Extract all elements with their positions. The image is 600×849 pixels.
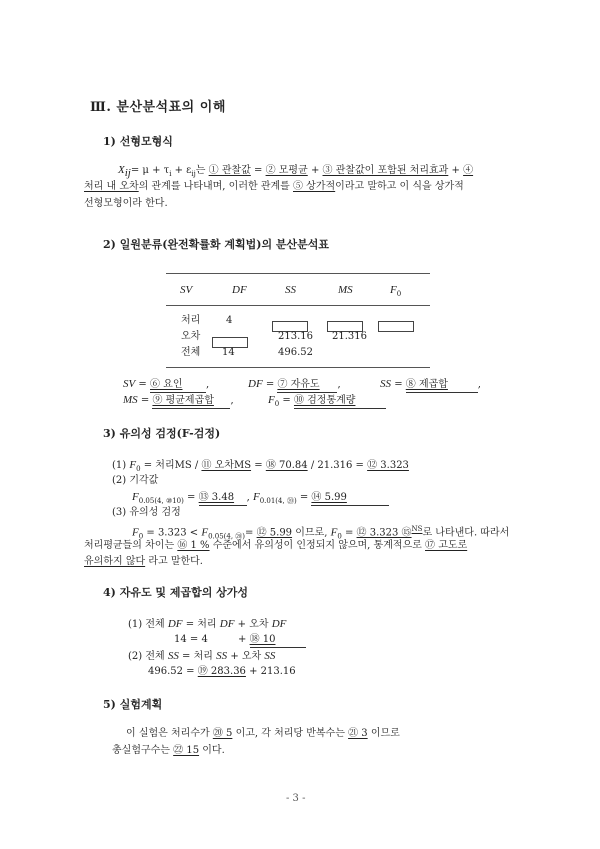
def-f: $F_0$ = ⑩ 검정통계량 [268,393,386,411]
s3-p2: (2) 기각값 [112,475,159,486]
s3-line2: 처리평균들의 차이는 ⑯ 1 % 수준에서 유의성이 인정되지 않으며, 통계적으로 ⑰ 고도로 [84,540,468,551]
s3-line3: 유의하지 않다 라고 말한다. [84,556,203,567]
s1-line3: 선형모형이라 한다. [84,198,168,209]
s3-line1: $F_0 = 3.323 < F_{0.05(4, ⑳)}=$ ⑫ 5.99 이므로, $F_0$ = ⑫ 3.323 ⑮$^{NS}$로 나타낸다. 따라서 [132,525,510,541]
row-ss: 496.52 [278,347,313,358]
th-sv: SV [180,284,193,296]
s3-critical: $F_{0.05(4, ⑩10)}$ = ⑬ 3.48 , $F_{0.01(4, ⑳)}$ = ⑭ 5.99 [132,490,389,508]
s3-heading: 3) 유의성 검정(F-검정) [103,427,221,440]
answer-5: ⑤ 상가적 [293,181,336,192]
answer-22: ㉒ 15 [173,745,200,756]
blank-box-f[interactable] [378,316,414,335]
def-sv: SV = ⑥ 요인 , [123,377,209,393]
answer-11: ⑪ 오차MS [201,460,252,471]
answer-12b: ⑫ 5.99 [256,527,293,539]
s5-heading: 5) 실험계획 [103,698,163,711]
answer-3: ③ 관찰값이 포함된 처리효과 [322,165,449,176]
s4-p1-eq: 14 = 4 [174,634,208,645]
s4-p1: (1) 전체 DF = 처리 DF + 오차 DF [128,618,287,630]
formula-x: X [118,164,125,176]
s4-heading: 4) 자유도 및 제곱합의 상가성 [103,586,249,599]
section-title: Ⅲ. 분산분석표의 이해 [90,100,226,115]
th-ms: MS [338,284,353,296]
th-ss: SS [285,284,296,296]
s2-heading: 2) 일원분류(완전확률화 계획법)의 분산분석표 [103,238,330,251]
s1-heading: 1) 선형모형식 [103,135,173,148]
answer-12a: ⑫ 3.323 [367,460,409,471]
th-f: $F_0$ [390,284,402,298]
answer-13: ⑬ 3.48 [199,491,247,506]
s4-p2: (2) 전체 SS = 처리 SS + 오차 SS [128,650,276,662]
s4-p2-eq: 496.52 = ⑲ 283.36 + 213.16 [148,666,296,677]
th-df: DF [232,284,247,296]
answer-12c: ⑫ 3.323 ⑮ [356,527,412,539]
answer-1: ① 관찰값 [208,165,251,176]
s1-line2: 처리 내 오차의 관계를 나타내며, 이러한 관계를 ⑤ 상가적이라고 말하고 이 식을 상가적 [84,181,464,192]
answer-17a: ⑰ 고도로 [425,540,468,551]
row-ms: 21.316 [332,331,367,342]
def-ss: SS = ⑧ 제곱합 , [380,377,481,393]
def-df: DF = ⑦ 자유도 , [248,377,341,393]
s1-line1: $X_{ij}= \mu + \tau_i + \varepsilon_{ij}$는 ① 관찰값 = ② 모평균 + ③ 관찰값이 포함된 처리효과 + ④ [118,164,474,179]
row-df: 4 [226,315,233,326]
s5-line1: 이 실험은 처리수가 ⑳ 5 이고, 각 처리당 반복수는 ㉑ 3 이므로 [126,728,400,739]
s3-p1: (1) $F_0$ = 처리MS / ⑪ 오차MS = ⑱ 70.84 / 21.316 = ⑫ 3.323 [112,459,409,473]
def-ms: MS = ⑨ 평균제곱합 , [123,393,234,409]
row-sv: 오차 [181,331,201,342]
answer-2: ② 모평균 [265,165,308,176]
answer-16: ⑯ 1 % [177,540,210,551]
answer-18a: ⑱ 70.84 [265,460,308,471]
row-sv: 전체 [181,347,201,358]
answer-20: ⑳ 5 [212,728,233,739]
answer-4b: 처리 내 오차 [84,181,139,192]
answer-14: ⑭ 5.99 [311,491,389,506]
row-sv: 처리 [181,315,201,326]
answer-19: ⑲ 283.36 [197,666,246,677]
answer-21: ㉑ 3 [348,728,368,739]
row-df: 14 [222,347,235,358]
s3-p3: (3) 유의성 검정 [112,507,181,518]
row-ss: 213.16 [278,331,313,342]
s4-p1-ans: + ⑱ 10 [238,633,306,648]
answer-4a: ④ [463,165,474,176]
answer-18b: ⑱ 10 [250,633,306,648]
answer-17b: 유의하지 않다 [84,556,146,567]
page-number: - 3 - [286,793,306,804]
s5-line2: 총실험구수는 ㉒ 15 이다. [112,745,225,756]
